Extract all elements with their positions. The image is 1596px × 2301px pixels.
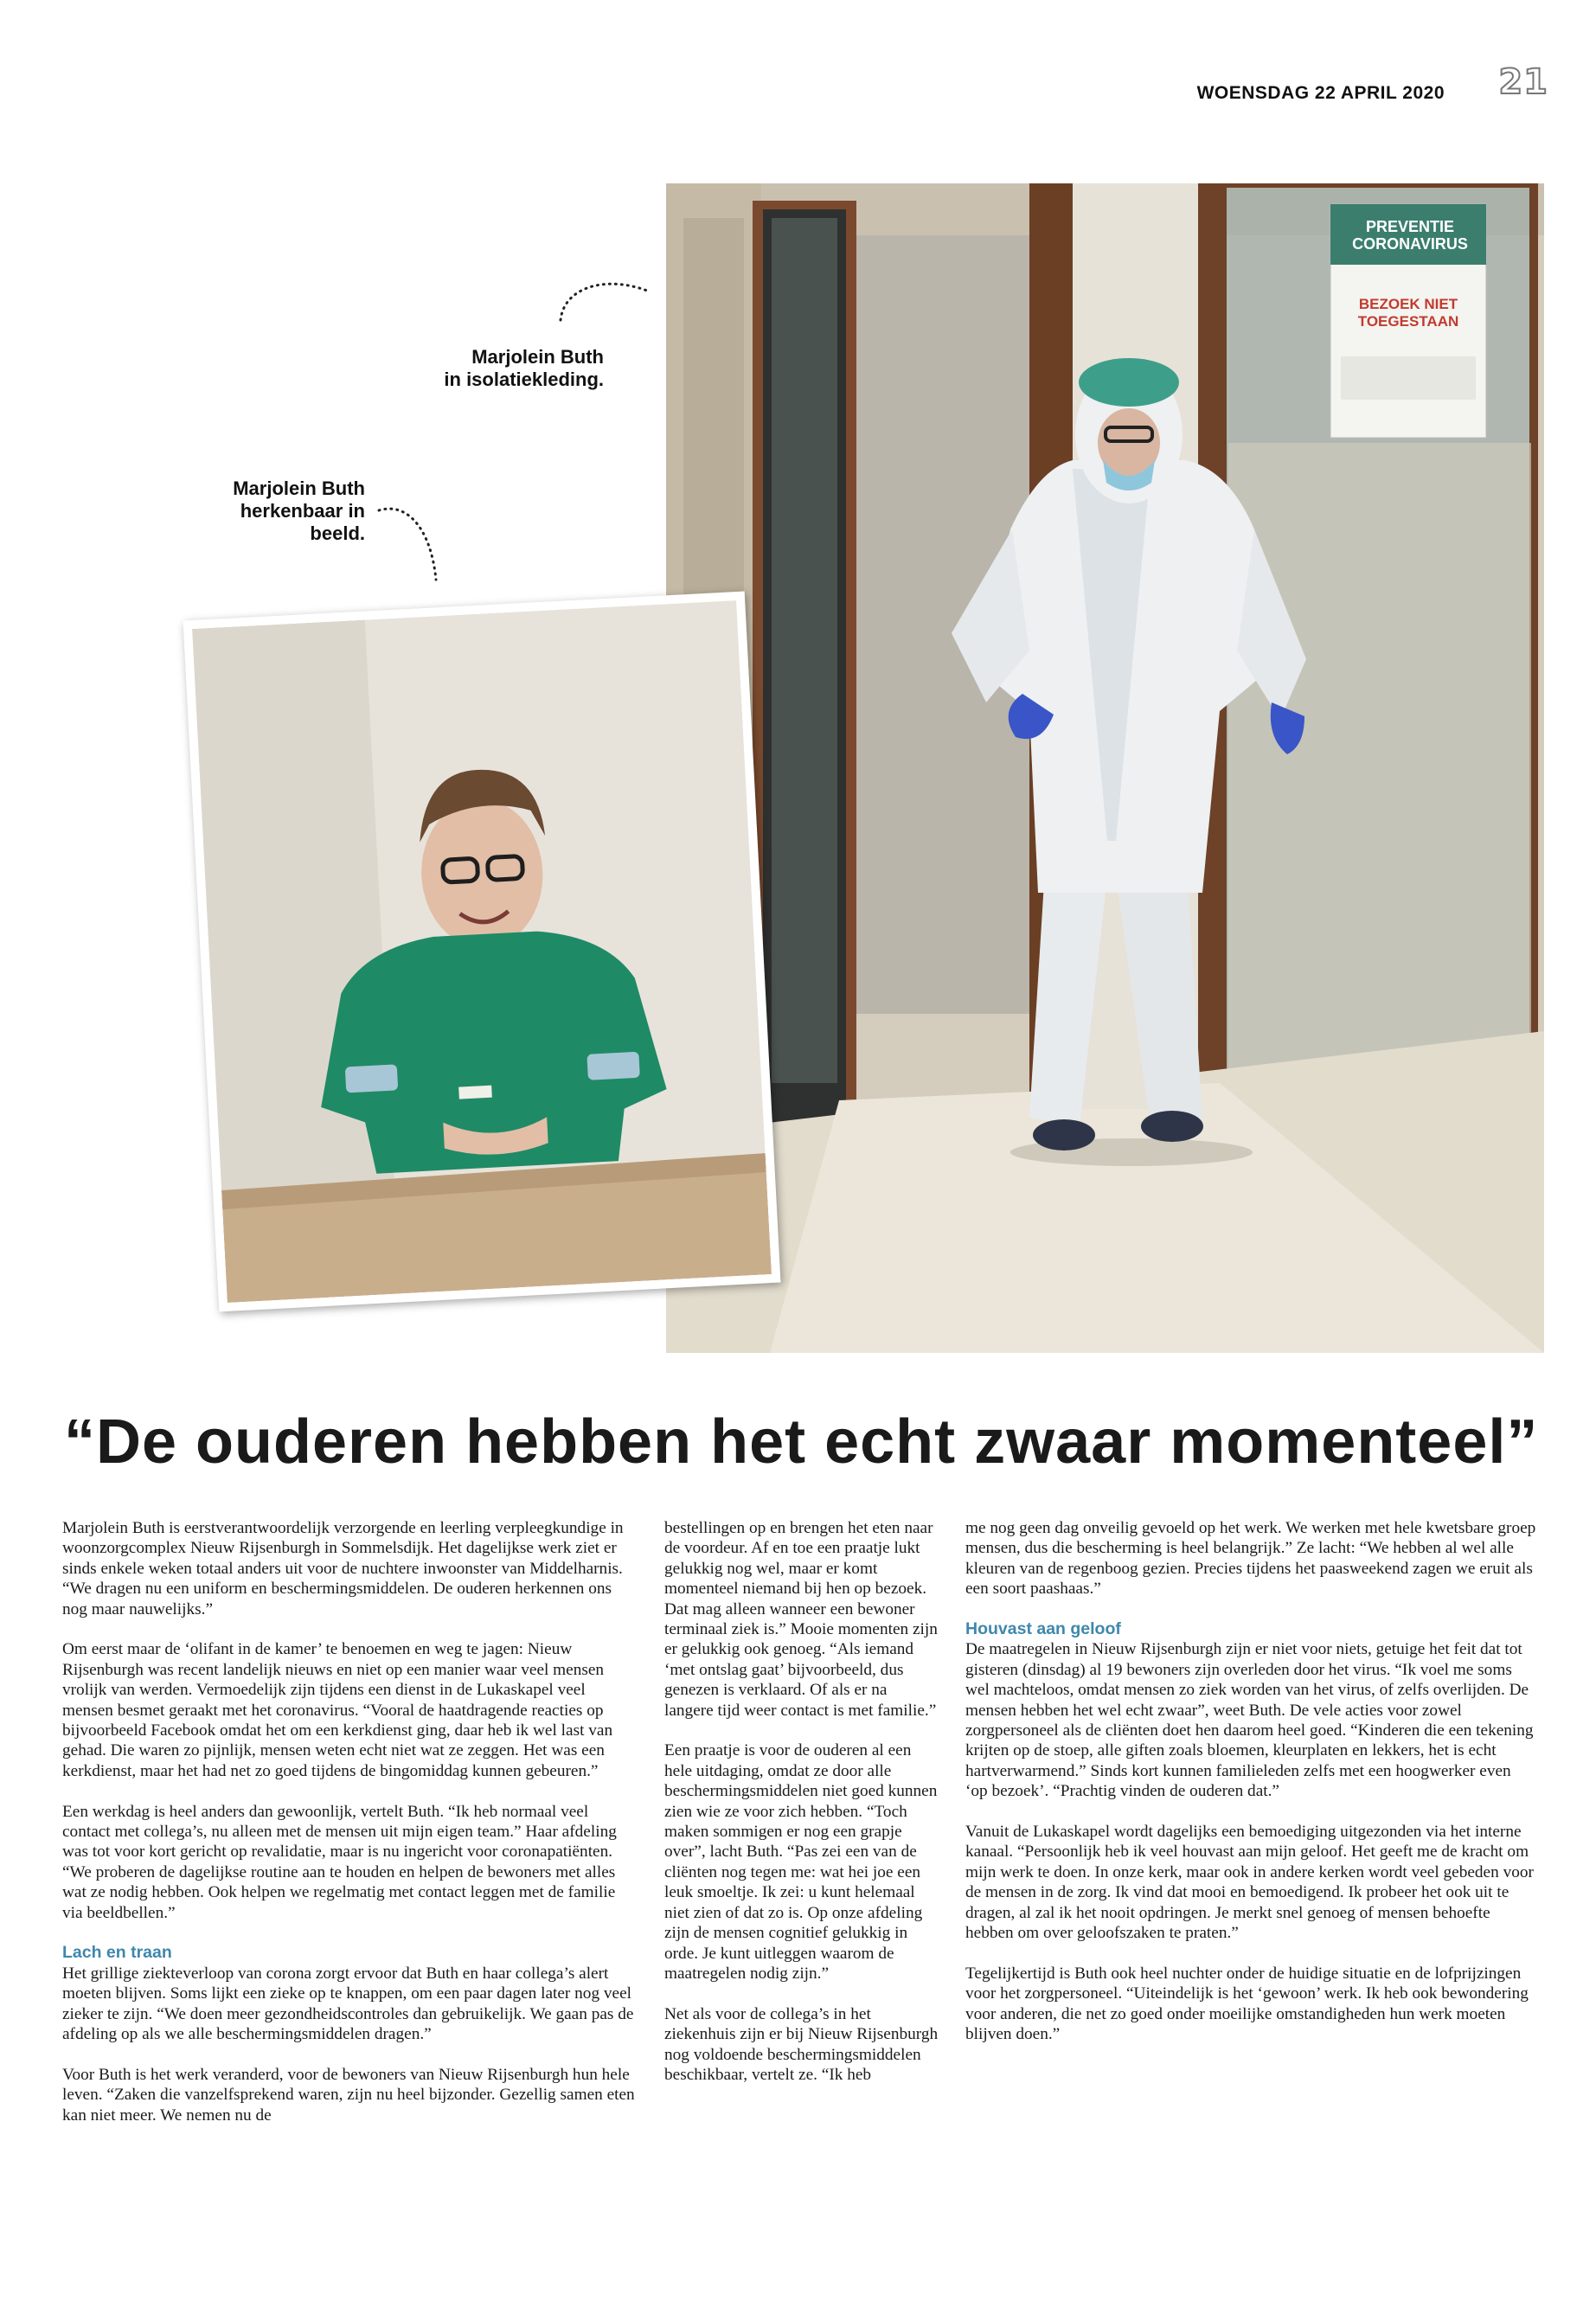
caption-recognizable: Marjolein Buth herkenbaar in beeld. bbox=[233, 478, 365, 544]
caption-pointer-isolation bbox=[561, 284, 647, 320]
article-column-3 bbox=[965, 1518, 1536, 2065]
paragraph: Een werkdag is heel anders dan gewoonlijk, vertelt Buth. “Ik heb normaal veel contact met collega’s, nu alleen met de mensen uit mijn eigen team.” Haar afdeling was tot voor kort gericht op revalidatie, maar is nu ingericht voor coronapatiënten. “We proberen de dagelijkse routine aan te houden en helpen de bewoners met alles wat ze nodig hebben. Ook helpen we regelmatig met contact leggen met de familie via beeldbellen.” bbox=[62, 1802, 617, 1922]
paragraph: Om eerst maar de ‘olifant in de kamer’ te benoemen en weg te jagen: Nieuw Rijsenburgh was recent landelijk nieuws en niet op een manier waar veel mensen vrolijk van werden. Vermoedelijk zijn tijdens een dienst in de Lukaskapel veel mensen besmet geraakt met het coronavirus. “Vooral de haatdragende reacties op bijvoorbeeld Facebook omdat het om een kerkdienst ging, daar heb ik wel last van gehad. Die waren zo pijnlijk, mensen weten echt niet wat ze zeggen. Het was een kerkdienst, maar het had net zo goed tijdens de bingomiddag kunnen gebeuren.” bbox=[62, 1640, 613, 1780]
photo-isolation-suit bbox=[666, 183, 1544, 1353]
article-column-1 bbox=[62, 1518, 638, 2146]
subheading-houvast-aan-geloof: Houvast aan geloof bbox=[965, 1619, 1121, 1639]
paragraph: Vanuit de Lukaskapel wordt dagelijks een bemoediging uitgezonden via het interne kanaal. “Persoonlijk heb ik veel houvast aan mijn geloof. Het geeft me de kracht om mijn werk te doen. In onze kerk, maar ook in andere kerken wordt veel gebeden voor de mensen in de zorg. Ik vind dat mooi en bemoedigend. Ik probeer het ook uit te dragen, al zal ik het nooit opdringen. Je merkt snel genoeg of mensen behoefte hebben om over geloofszaken te praten.” bbox=[965, 1823, 1534, 1943]
paragraph: Net als voor de collega’s in het ziekenhuis zijn er bij Nieuw Rijsenburgh nog voldoende beschermingsmiddelen beschikbaar, vertelt ze. “Ik heb bbox=[664, 2004, 939, 2084]
sign-prevention-title: PREVENTIE CORONAVIRUS bbox=[1352, 218, 1468, 253]
paragraph: Tegelijkertijd is Buth ook heel nuchter onder de huidige situatie en de lofprijzingen voor het zorgpersoneel. “Uiteindelijk is het ‘gewoon’ werk. Ik heb ook bewondering voor anderen, die net zo goed onder moeilijke omstandigheden hun werk moeten blijven doen.” bbox=[965, 1964, 1529, 2044]
issue-date: WOENSDAG 22 APRIL 2020 bbox=[1196, 83, 1445, 103]
paragraph: Een praatje is voor de ouderen al een hele uitdaging, omdat ze door alle beschermingsmiddelen niet goed kunnen zien wie ze voor zich hebben. “Toch maken sommigen er nog een grapje over”, lacht Buth. “Pas zei een van de cliënten nog tegen me: wat hei joe een leuk smoeltje. Ik zei: u kunt helemaal niet zien of dat zo is. Op onze afdeling zijn de mensen cognitief gelukkig in orde. Je kunt uitleggen waarom de maatregelen nodig zijn.” bbox=[664, 1741, 938, 1983]
photo-nurse-scrubs bbox=[192, 600, 772, 1303]
article-column-2 bbox=[664, 1518, 939, 2106]
page-number: 21 bbox=[1498, 62, 1548, 102]
paragraph: De maatregelen in Nieuw Rijsenburgh zijn er niet voor niets, getuige het feit dat tot gisteren (dinsdag) al 19 bewoners zijn overleden door het virus. “Ik voel me soms wel machteloos, omdat mensen zo ziek worden van het virus, of zelfs overlijden. De mensen hebben het wel echt zwaar”, weet Buth. De vele acties voor zowel zorgpersoneel als de cliënten doet hen daarom heel goed. “Kinderen die een tekening krijten op de stoep, alle giften zoals bloemen, kleurplaten en lekkers, het is echt hartverwarmend.” Sinds kort kunnen familieleden zelfs met een hoogwerker even ‘op bezoek’. “Prachtig vinden de ouderen dat.” bbox=[965, 1640, 1534, 1801]
caption-pointer-recognizable bbox=[379, 509, 436, 580]
paragraph: Het grillige ziekteverloop van corona zorgt ervoor dat Buth en haar collega’s alert moeten blijven. Soms lijkt een zieke op te knappen, om een paar dagen later nog veel zieker te zijn. “We doen meer gezondheidscontroles dan gebruikelijk. We gaan pas de afdeling op als we alle beschermingsmiddelen dragen.” bbox=[62, 1964, 634, 2044]
paragraph: bestellingen op en brengen het eten naar de voordeur. Af en toe een praatje lukt gelukkig nog wel, maar er komt momenteel niemand bij hen op bezoek. Dat mag alleen wanneer een bewoner terminaal ziek is.” Mooie momenten zijn er gelukkig ook genoeg. “Als iemand ‘met ontslag gaat’ bijvoorbeeld, dus genezen is verklaard. Of als er na langere tijd weer contact is met familie.” bbox=[664, 1519, 938, 1720]
sign-no-visit: BEZOEK NIET TOEGESTAAN bbox=[1357, 296, 1459, 330]
paragraph: me nog geen dag onveilig gevoeld op het werk. We werken met hele kwetsbare groep mensen, dus die bescherming is heel belangrijk.” Ze lacht: “We hebben al wel alle kleuren van de regenboog gezien. Precies tijdens het paasweekend zagen we eruit als een soort paashaas.” bbox=[965, 1519, 1536, 1599]
photo-frame-recognizable bbox=[183, 592, 781, 1312]
headline: “De ouderen hebben het echt zwaar momenteel” bbox=[64, 1407, 1539, 1477]
subheading-lach-en-traan: Lach en traan bbox=[62, 1943, 172, 1963]
paragraph: Marjolein Buth is eerstverantwoordelijk verzorgende en leerling verpleegkundige in woonzorgcomplex Nieuw Rijsenburgh in Sommelsdijk. Het dagelijkse werk ziet er sinds enkele weken totaal anders uit voor de nuchtere inwoonster van Middelharnis. “We dragen nu een uniform en beschermingsmiddelen. De ouderen herkennen ons nog maar nauwelijks.” bbox=[62, 1519, 624, 1618]
paragraph: Voor Buth is het werk veranderd, voor de bewoners van Nieuw Rijsenburgh hun hele leven. “Zaken die vanzelfsprekend waren, zijn nu heel bijzonder. Gezellig samen eten kan niet meer. We nemen nu de bbox=[62, 2065, 635, 2125]
caption-isolation: Marjolein Buth in isolatiekleding. bbox=[444, 346, 604, 390]
